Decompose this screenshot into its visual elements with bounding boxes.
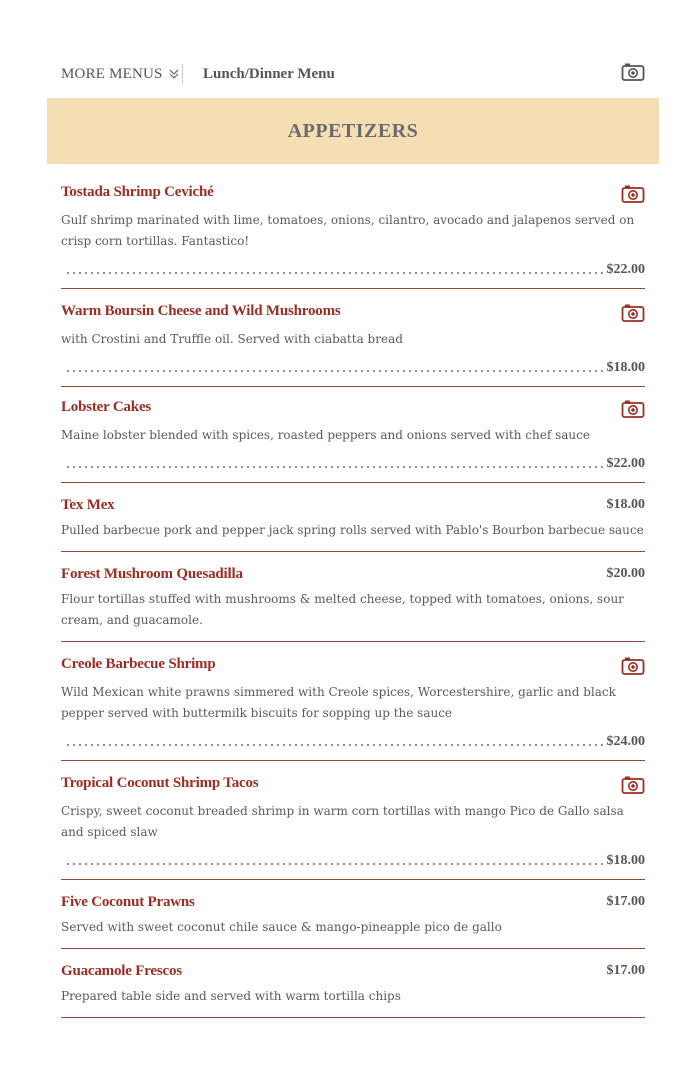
item-price: $17.00 bbox=[606, 963, 645, 978]
menu-item bbox=[61, 761, 645, 880]
topbar-divider bbox=[182, 64, 183, 84]
item-description: Served with sweet coconut chile sauce & mango-pineapple pico de gallo bbox=[61, 920, 502, 934]
menu-topbar bbox=[61, 62, 645, 86]
menu-item bbox=[61, 170, 645, 289]
item-name[interactable]: Creole Barbecue Shrimp bbox=[61, 656, 216, 672]
item-price: $18.00 bbox=[606, 360, 645, 375]
item-description: Flour tortillas stuffed with mushrooms & melted cheese, topped with tomatoes, onions, sour cream, and guacamole. bbox=[61, 592, 624, 627]
menu-item bbox=[61, 387, 645, 483]
dot-leader bbox=[65, 370, 605, 372]
camera-icon[interactable] bbox=[621, 184, 645, 204]
more-menus-label: MORE MENUS bbox=[61, 65, 163, 82]
item-description: Pulled barbecue pork and pepper jack spring rolls served with Pablo's Bourbon barbecue sauce bbox=[61, 523, 644, 537]
item-name[interactable]: Tostada Shrimp Ceviché bbox=[61, 184, 214, 200]
item-description: Crispy, sweet coconut breaded shrimp in warm corn tortillas with mango Pico de Gallo salsa and spiced slaw bbox=[61, 804, 624, 839]
dot-leader bbox=[65, 272, 605, 274]
dot-leader bbox=[65, 863, 605, 865]
item-name[interactable]: Warm Boursin Cheese and Wild Mushrooms bbox=[61, 303, 341, 319]
price-row bbox=[61, 849, 645, 869]
camera-icon[interactable] bbox=[621, 775, 645, 795]
price-row bbox=[61, 730, 645, 750]
current-menu-title: Lunch/Dinner Menu bbox=[203, 65, 335, 82]
item-name[interactable]: Guacamole Frescos bbox=[61, 963, 182, 979]
camera-icon[interactable] bbox=[621, 656, 645, 676]
price-row bbox=[61, 452, 645, 472]
item-description: Maine lobster blended with spices, roasted peppers and onions served with chef sauce bbox=[61, 428, 590, 442]
item-name[interactable]: Lobster Cakes bbox=[61, 399, 152, 415]
menu-item-list bbox=[61, 170, 645, 1018]
menu-item bbox=[61, 642, 645, 761]
item-description: with Crostini and Truffle oil. Served with ciabatta bread bbox=[61, 332, 403, 346]
menu-item bbox=[61, 949, 645, 1018]
item-name[interactable]: Five Coconut Prawns bbox=[61, 894, 195, 910]
dot-leader bbox=[65, 744, 605, 746]
item-name[interactable]: Tex Mex bbox=[61, 497, 115, 513]
more-menus-dropdown[interactable] bbox=[61, 62, 179, 86]
chevron-down-icon bbox=[169, 68, 179, 80]
item-name[interactable]: Forest Mushroom Quesadilla bbox=[61, 566, 243, 582]
camera-icon[interactable] bbox=[621, 399, 645, 419]
menu-item bbox=[61, 880, 645, 949]
item-description: Prepared table side and served with warm tortilla chips bbox=[61, 989, 401, 1003]
item-price: $20.00 bbox=[606, 566, 645, 581]
item-name[interactable]: Tropical Coconut Shrimp Tacos bbox=[61, 775, 259, 791]
section-header bbox=[47, 98, 659, 164]
item-price: $17.00 bbox=[606, 894, 645, 909]
menu-item bbox=[61, 552, 645, 642]
item-price: $18.00 bbox=[606, 497, 645, 512]
section-title: APPETIZERS bbox=[287, 119, 419, 142]
menu-item bbox=[61, 483, 645, 552]
price-row bbox=[61, 356, 645, 376]
camera-icon[interactable] bbox=[621, 303, 645, 323]
item-price: $24.00 bbox=[606, 734, 645, 749]
camera-icon[interactable] bbox=[621, 62, 645, 82]
dot-leader bbox=[65, 466, 605, 468]
menu-item bbox=[61, 289, 645, 387]
item-price: $18.00 bbox=[606, 853, 645, 868]
price-row bbox=[61, 258, 645, 278]
item-price: $22.00 bbox=[606, 262, 645, 277]
item-price: $22.00 bbox=[606, 456, 645, 471]
item-description: Wild Mexican white prawns simmered with Creole spices, Worcestershire, garlic and black pepper served with buttermilk biscuits for sopping up the sauce bbox=[61, 685, 616, 720]
item-description: Gulf shrimp marinated with lime, tomatoes, onions, cilantro, avocado and jalapenos served on crisp corn tortillas. Fantastico! bbox=[61, 213, 635, 248]
